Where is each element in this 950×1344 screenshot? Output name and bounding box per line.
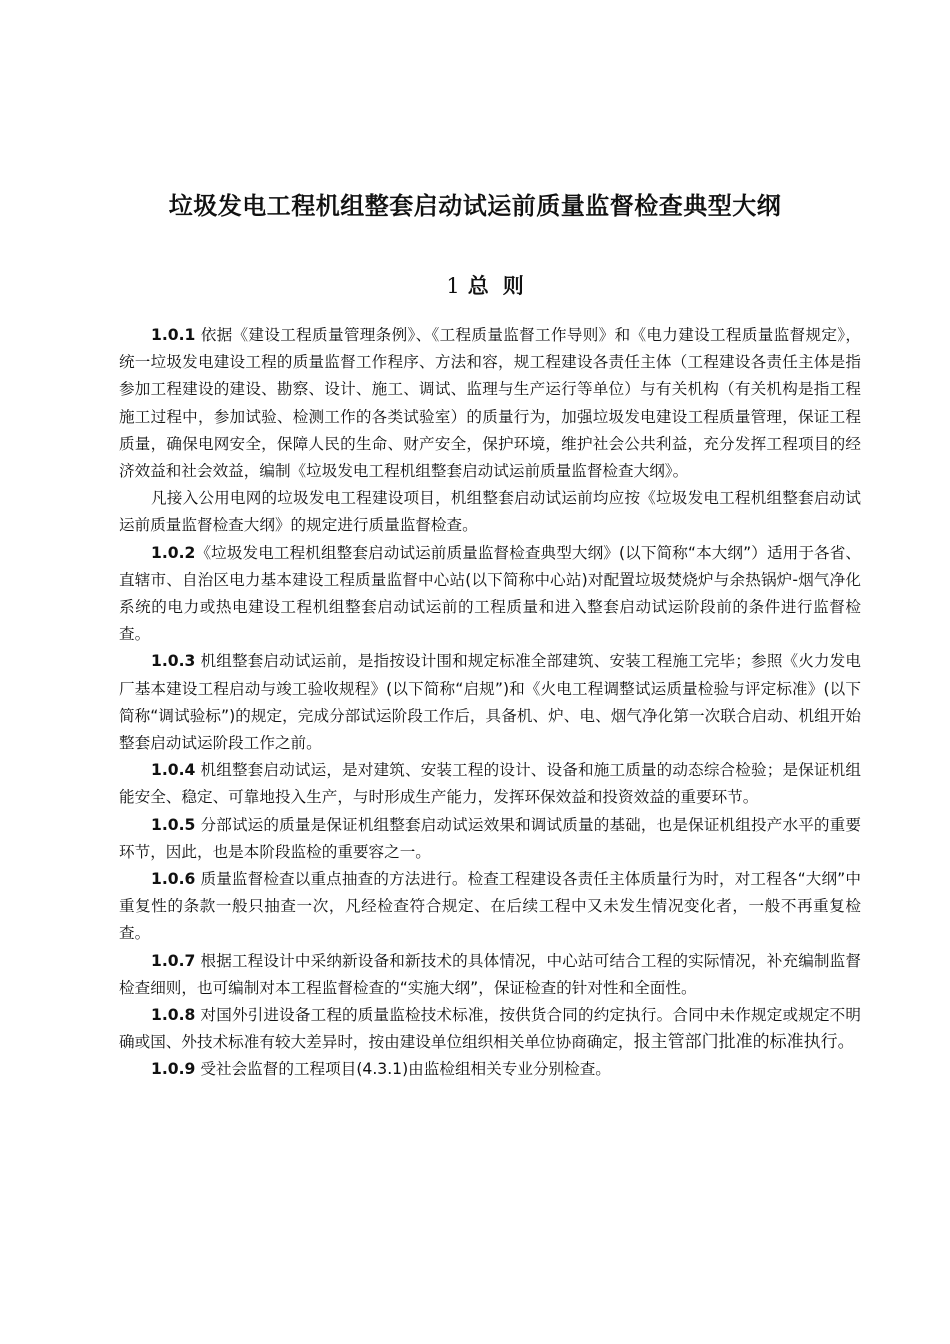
clause-number: 1.0.4 bbox=[151, 761, 196, 780]
clause-1-0-7 bbox=[119, 948, 861, 1002]
clause-number: 1.0.5 bbox=[151, 815, 196, 834]
clause-text: 质量监督检查以重点抽查的方法进行。检查工程建设各责任主体质量行为时，对工程各“大纲”中重复性的条款一般只抽查一次，凡经检查符合规定、在后续工程中又未发生情况变化者，一般不再重复检查。 bbox=[119, 870, 861, 943]
document-title: 垃圾发电工程机组整套启动试运前质量监督检查典型大纲 bbox=[168, 192, 782, 220]
clause-1-0-2 bbox=[119, 540, 861, 649]
clause-number: 1.0.3 bbox=[151, 652, 196, 671]
clause-number: 1.0.6 bbox=[151, 870, 196, 889]
clause-text: 根据工程设计中采纳新设备和新技术的具体情况，中心站可结合工程的实际情况，补充编制监督检查细则，也可编制对本工程监督检查的“实施大纲”，保证检查的针对性和全面性。 bbox=[119, 951, 861, 997]
clause-1-0-5 bbox=[119, 812, 861, 866]
clause-1-0-3 bbox=[119, 648, 861, 757]
chapter-title-part2: 则 bbox=[502, 274, 524, 298]
clause-1-0-8 bbox=[119, 1002, 861, 1056]
clause-text: 机组整套启动试运，是对建筑、安装工程的设计、设备和施工质量的动态综合检验；是保证机组能安全、稳定、可靠地投入生产，与时形成生产能力，发挥环保效益和投资效益的重要环节。 bbox=[119, 761, 861, 807]
clause-1-0-9 bbox=[119, 1056, 861, 1083]
chapter-heading bbox=[0, 270, 950, 300]
chapter-number: 1 bbox=[446, 274, 460, 298]
clause-text: 对国外引进设备工程的质量监检技术标准，按供货合同的约定执行。合同中未作规定或规定不明确或国、外技术标准有较大差异时，按由建设单位组织相关单位协商确定， bbox=[119, 1006, 861, 1052]
clause-text: 《垃圾发电工程机组整套启动试运前质量监督检查典型大纲》(以下简称“本大纲”）适用于各省、直辖市、自治区电力基本建设工程质量监督中心站(以下简称中心站)对配置垃圾焚烧炉与余热锅炉-烟气净化系统的电力或热电建设工程机组整套启动试运前的工程质量和进入整套启动试运阶段前的条件进行监督检查。 bbox=[119, 543, 861, 644]
document-body bbox=[119, 322, 861, 1084]
clause-text: 凡接入公用电网的垃圾发电工程建设项目，机组整套启动试运前均应按《垃圾发电工程机组整套启动试运前质量监督检查大纲》的规定进行质量监督检查。 bbox=[119, 489, 861, 535]
clause-number: 1.0.1 bbox=[151, 326, 196, 344]
clause-number: 1.0.2 bbox=[151, 543, 196, 562]
clause-text: 分部试运的质量是保证机组整套启动试运效果和调试质量的基础，也是保证机组投产水平的重要环节，因此，也是本阶段监检的重要容之一。 bbox=[119, 815, 861, 861]
chapter-title-part1: 总 bbox=[467, 274, 489, 298]
clause-1-0-6 bbox=[119, 866, 861, 948]
clause-1-0-1 bbox=[119, 322, 861, 485]
clause-1-0-1-continuation bbox=[119, 485, 861, 539]
clause-number: 1.0.9 bbox=[151, 1060, 196, 1079]
clause-text: 受社会监督的工程项目(4.3.1)由监检组相关专业分别检查。 bbox=[200, 1060, 611, 1079]
clause-text: 依据《建设工程质量管理条例》、《工程质量监督工作导则》和《电力建设工程质量监督规定》，统一垃圾发电建设工程的质量监督工作程序、方法和容，规工程建设各责任主体（工程建设各责任主体是指参加工程建设的建设、勘察、设计、施工、调试、监理与生产运行等单位）与有关机构（有关机构是指工程施工过程中，参加试验、检测工作的各类试验室）的质量行为，加强垃圾发电建设工程质量管理，保证工程质量，确保电网安全，保障人民的生命、财产安全，保护环境，维护社会公共利益，充分发挥工程项目的经济效益和社会效益，编制《垃圾发电工程机组整套启动试运前质量监督检查大纲》。 bbox=[119, 326, 861, 481]
clause-number: 1.0.8 bbox=[151, 1006, 196, 1025]
clause-1-0-4 bbox=[119, 757, 861, 811]
clause-text: 机组整套启动试运前，是指按设计围和规定标准全部建筑、安装工程施工完毕；参照《火力发电厂基本建设工程启动与竣工验收规程》(以下简称“启规”)和《火电工程调整试运质量检验与评定标准》(以下简称“调试验标”)的规定，完成分部试运阶段工作后，具备机、炉、电、烟气净化第一次联合启动、机组开始整套启动试运阶段工作之前。 bbox=[119, 652, 861, 753]
clause-text-large: 报主管部门批准的标准执行。 bbox=[633, 1032, 855, 1053]
clause-number: 1.0.7 bbox=[151, 951, 196, 970]
